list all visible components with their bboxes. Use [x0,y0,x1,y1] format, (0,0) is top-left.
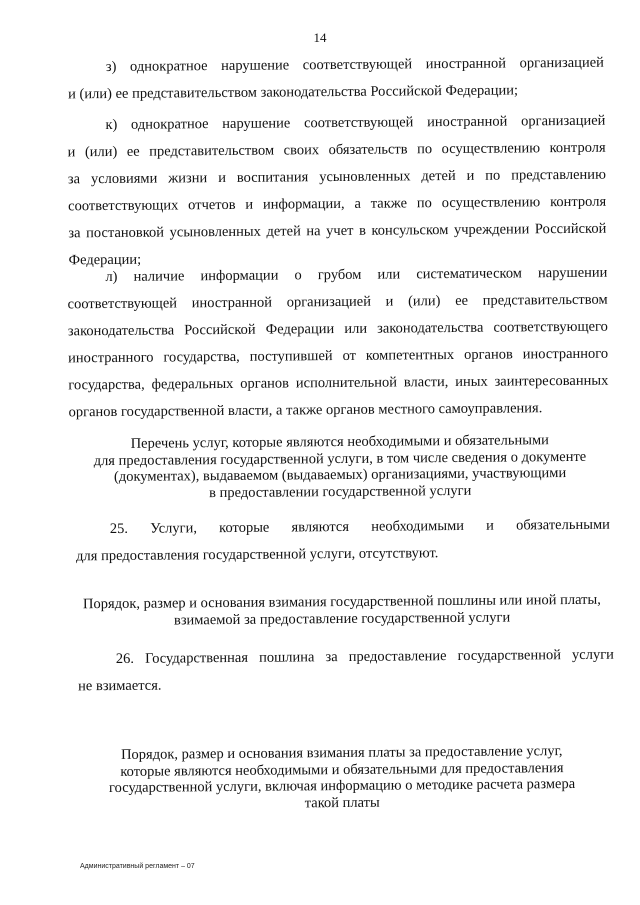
item-k-line-1: к) однократное нарушение соответствующей иностранной организацией [105,112,606,134]
item-l [67,260,608,427]
section-heading-payment [72,743,613,814]
item-k-line-3: за условиями жизни и воспитания усыновленных детей и по представлению [67,166,606,188]
paragraph-26 [78,642,614,701]
paragraph-25 [76,512,610,571]
paragraph-26-line-1: 26. Государственная пошлина за предоставление государственной услуги [115,646,614,668]
section-heading-fee [72,592,612,630]
item-k-line-2: и (или) ее представительством своих обязательств по осуществлению контроля [67,139,606,161]
item-k [67,108,606,275]
heading-payment-line-4: такой платы [304,794,380,811]
heading-services-line-3: (документах), выдаваемом (выдаваемых) организациями, участвующими [113,465,567,485]
item-z-line-1: з) однократное нарушение соответствующей иностранной организацией [105,54,604,76]
item-l-line-1: л) наличие информации о грубом или систематическом нарушении [105,264,608,286]
item-k-line-4: соответствующих отчетов и информации, а также по осуществлению контроля [68,193,607,215]
heading-payment-line-2: которые являются необходимыми и обязательными для предоставления [120,759,564,780]
heading-payment-line-1: Порядок, размер и основания взимания платы за предоставление услуг, [120,743,563,763]
section-heading-services [70,432,611,503]
paragraph-25-line-1: 25. Услуги, которые являются необходимыми и обязательными [109,516,610,538]
heading-services-line-1: Перечень услуг, которые являются необходимыми и обязательными [130,432,549,452]
item-l-line-2: соответствующей иностранной организацией и (или) ее представительством [67,291,608,313]
item-l-line-4: иностранного государства, поступившей от компетентных органов иностранного [68,345,609,367]
item-z [68,50,604,109]
page-number: 14 [313,30,327,45]
heading-services-line-4: в предоставлении государственной услуги [209,482,472,501]
heading-fee-line-2: взимаемой за предоставление государственной услуги [173,609,511,628]
heading-fee-line-1: Порядок, размер и основания взимания государственной пошлины или иной платы, [82,591,601,613]
item-z-line-2: и (или) ее представительством законодательства Российской Федерации; [68,82,519,103]
footer-text: Административный регламент – 07 [80,863,195,870]
paragraph-25-line-2: для предоставления государственной услуги, отсутствуют. [76,545,439,565]
heading-services-line-2: для предоставления государственной услуги, в том числе сведения о документе [93,448,587,469]
item-l-line-6: органов государственной власти, а также органов местного самоуправления. [68,400,543,421]
item-k-line-6: Федерации; [68,251,142,269]
item-l-line-5: государства, федеральных органов исполнительной власти, иных заинтересованных [68,372,609,394]
heading-payment-line-3: государственной услуги, включая информацию о методике расчета размера [108,775,576,797]
item-l-line-3: законодательства Российской Федерации или законодательства соответствующего [67,318,608,340]
item-k-line-5: за постановкой усыновленных детей на учет в консульском учреждении Российской [68,220,607,242]
paragraph-26-line-2: не взимается. [78,677,162,695]
